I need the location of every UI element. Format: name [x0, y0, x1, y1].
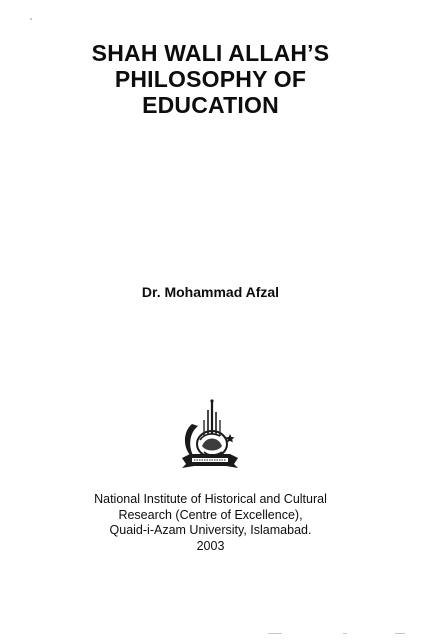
institute-seal-icon [178, 398, 242, 472]
publisher-line-2: Research (Centre of Excellence), [118, 507, 303, 522]
scan-speck [343, 633, 347, 634]
publisher-line-3: Quaid-i-Azam University, Islamabad. [109, 523, 312, 537]
scan-speck [268, 633, 282, 634]
book-title [0, 40, 421, 118]
author-name: Dr. Mohammad Afzal [141, 284, 280, 300]
title-line-1: SHAH WALI ALLAH’S [91, 40, 330, 66]
title-line-3: EDUCATION [142, 92, 279, 118]
publication-year: 2003 [196, 538, 225, 553]
publisher-line-1: National Institute of Historical and Cultural [94, 492, 327, 506]
publisher-block [0, 492, 421, 554]
scan-speck [395, 633, 405, 634]
title-line-2: PHILOSOPHY OF [114, 66, 307, 92]
scan-speck [30, 18, 32, 20]
